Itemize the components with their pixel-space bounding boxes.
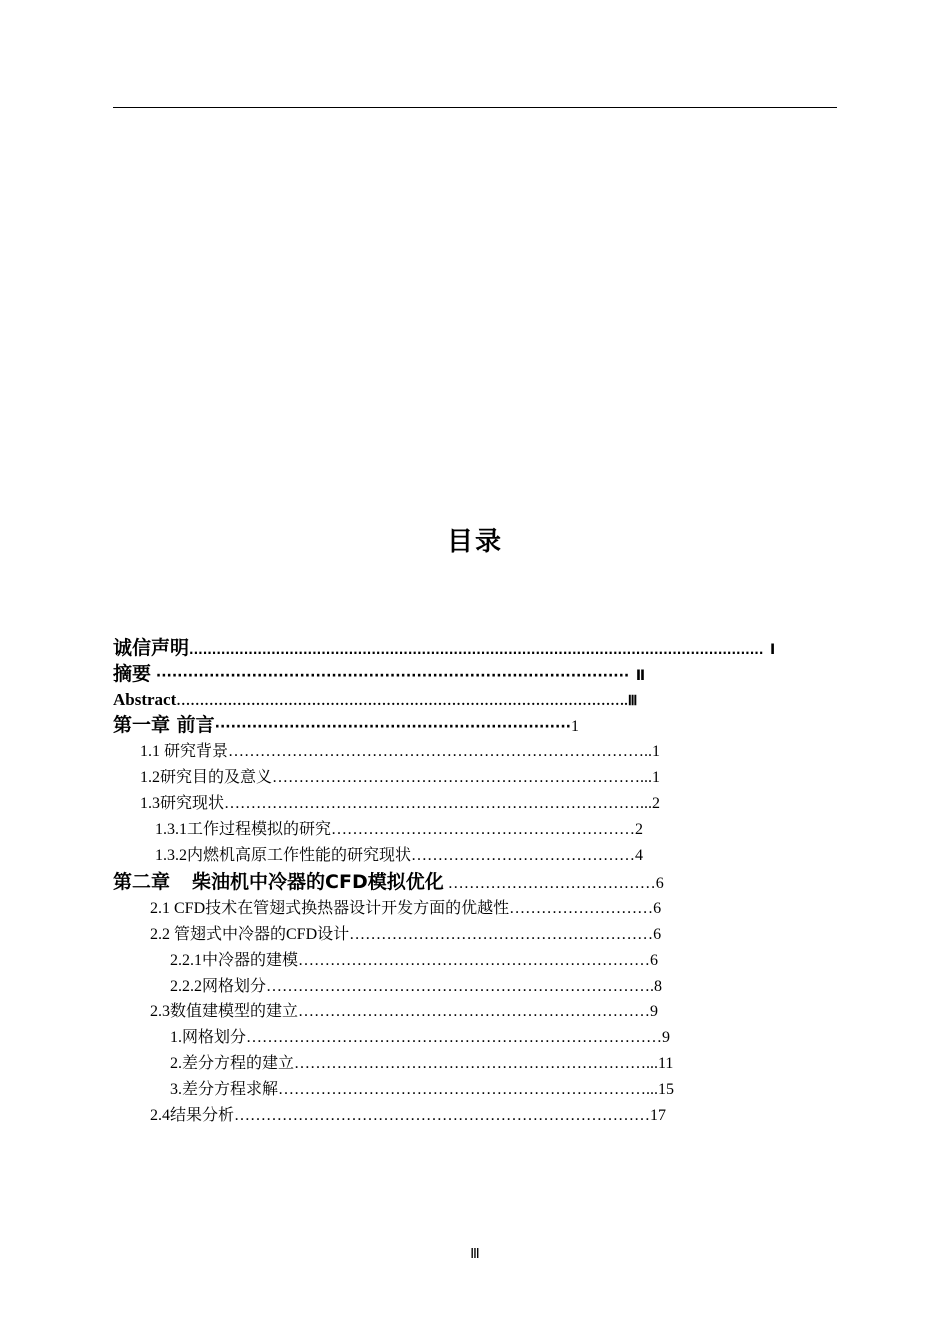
toc-entry-title: 摘要 <box>113 663 152 685</box>
toc-entry-title: 1.3.1工作过程模拟的研究 <box>155 821 332 838</box>
toc-entry-page: 2 <box>635 821 644 838</box>
toc-entry-page: 6 <box>650 952 659 969</box>
toc-entry-title: 2.2.2网格划分 <box>170 978 267 995</box>
toc-entry[interactable] <box>113 689 637 711</box>
toc-entry-title: 2.1 CFD技术在管翅式换热器设计开发方面的优越性 <box>150 900 510 917</box>
toc-entry-leader: ………………………………………………………… <box>298 952 651 969</box>
toc-entry-leader: ………………………………………………………… <box>298 1003 651 1020</box>
page-number: Ⅲ <box>470 1247 480 1262</box>
toc-entry[interactable] <box>155 819 643 841</box>
toc-entry-leader: …………………………………… <box>411 847 636 864</box>
toc-entry[interactable] <box>150 898 661 920</box>
toc-entry-title: 1.1 研究背景 <box>140 743 229 760</box>
toc-entry[interactable] <box>170 1079 674 1101</box>
header-rule <box>113 107 837 108</box>
toc-entry-page: 4 <box>635 847 644 864</box>
toc-entry-page: 1 <box>570 718 579 735</box>
toc-entry-page: 6 <box>653 900 662 917</box>
toc-entry-leader: ………………………………………………… <box>331 821 636 838</box>
toc-entry-title: 3.差分方程求解 <box>170 1081 279 1098</box>
toc-entry-leader: …………………………………………………………... <box>294 1055 659 1072</box>
toc-entry-page: 11 <box>658 1055 674 1072</box>
toc-entry[interactable] <box>140 793 660 815</box>
toc-entry-title: 2.3数值建模型的建立 <box>150 1003 299 1020</box>
toc-entry[interactable] <box>113 714 579 736</box>
toc-entry-leader: ………………………………………………… <box>349 926 654 943</box>
toc-entry-title: 2.2 管翅式中冷器的CFD设计 <box>150 926 350 943</box>
toc-entry-leader: …………………………………………………………………….. <box>228 743 653 760</box>
toc-entry-leader: ………………………………… <box>443 875 656 892</box>
toc-entry[interactable] <box>170 1053 673 1075</box>
toc-entry-leader: ……………………………………………………………... <box>278 1081 659 1098</box>
toc-entry-page: 1 <box>652 743 661 760</box>
toc-entry-leader: ………………………………………………………………. <box>266 978 655 995</box>
toc-entry-title: 第二章 <box>113 871 171 893</box>
toc-entry-leader: …………………………………………………………………… <box>246 1029 663 1046</box>
toc-entry[interactable] <box>170 1027 670 1049</box>
toc-title: 目录 <box>446 527 503 557</box>
toc-entry[interactable] <box>150 1105 666 1127</box>
toc-entry-title-rest: 柴油机中冷器的CFD模拟优化 <box>192 871 444 893</box>
toc-entry-page: Ⅱ <box>635 668 646 684</box>
toc-entry-page: 9 <box>650 1003 659 1020</box>
toc-entry-title: 2.4结果分析 <box>150 1107 235 1124</box>
toc-entry[interactable] <box>170 950 658 972</box>
toc-entry-title: 1.2研究目的及意义 <box>140 769 273 786</box>
toc-entry-title: 第一章 前言 <box>113 714 215 736</box>
toc-entry[interactable] <box>113 663 645 685</box>
toc-entry-leader: ……………………………………………………………………………………. <box>176 694 628 709</box>
toc-entry[interactable] <box>140 741 660 763</box>
toc-entry-leader: …………………………………………………………………… <box>234 1107 651 1124</box>
toc-entry-page: 6 <box>653 926 662 943</box>
toc-entry[interactable] <box>140 767 660 789</box>
toc-entry-page: 17 <box>650 1107 667 1124</box>
toc-entry-title: 诚信声明 <box>113 637 190 659</box>
toc-entry-leader: ……………………… <box>509 900 654 917</box>
toc-entry[interactable] <box>113 637 775 659</box>
toc-entry-page: 2 <box>652 795 661 812</box>
toc-entry-leader: ························································································· <box>151 668 630 684</box>
toc-entry[interactable] <box>113 871 664 893</box>
toc-entry-leader: ……………………………………………………………………... <box>224 795 653 812</box>
toc-entry-page: 6 <box>655 875 664 892</box>
toc-entry-leader: ……………………………………………………………... <box>272 769 653 786</box>
toc-entry-leader: ··································································· <box>214 719 571 735</box>
toc-entry-title: Abstract <box>113 690 177 709</box>
toc-entry[interactable] <box>170 976 662 998</box>
toc-entry[interactable] <box>155 845 643 867</box>
toc-entry-title: 2.2.1中冷器的建模 <box>170 952 299 969</box>
toc-entry-title: 2.差分方程的建立 <box>170 1055 295 1072</box>
toc-entry-leader: .............................................................................................................................. <box>189 643 764 657</box>
toc-entry-page: 1 <box>652 769 661 786</box>
toc-entry-page: Ⅲ <box>627 694 638 709</box>
toc-entry-page: 9 <box>662 1029 671 1046</box>
toc-entry-title: 1.3研究现状 <box>140 795 225 812</box>
toc-entry-page: Ⅰ <box>770 642 776 658</box>
toc-entry-page: 15 <box>658 1081 675 1098</box>
toc-entry-page: 8 <box>654 978 663 995</box>
toc-entry-title: 1.3.2内燃机高原工作性能的研究现状 <box>155 847 412 864</box>
toc-entry[interactable] <box>150 924 661 946</box>
toc-entry[interactable] <box>150 1001 658 1023</box>
toc-entry-title: 1.网格划分 <box>170 1029 247 1046</box>
